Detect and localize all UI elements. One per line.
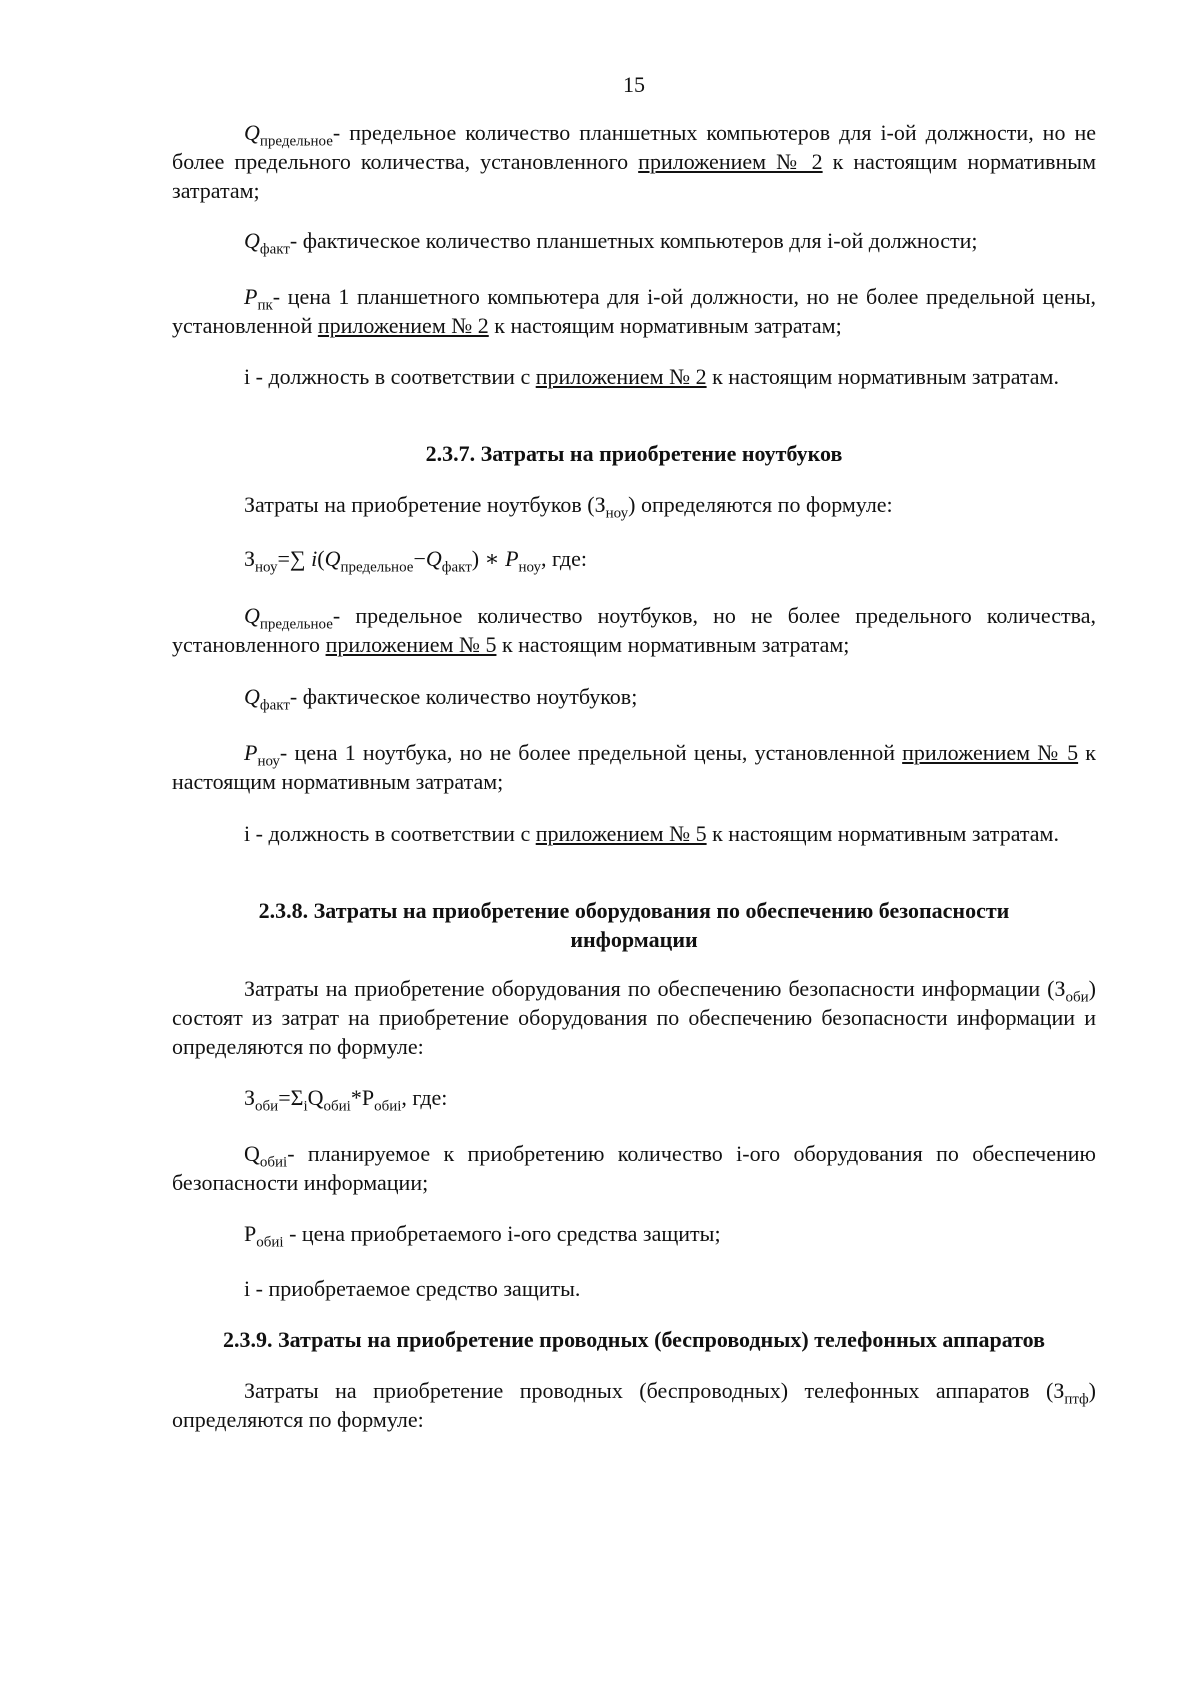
appendix-link[interactable]: приложением № 5: [535, 821, 707, 846]
appendix-link[interactable]: приложением № 2: [638, 149, 823, 174]
p-obii-definition: $P_{обиi}$ - цена приобретаемого i-ого средства защиты;: [244, 1221, 721, 1251]
laptop-intro: Затраты на приобретение ноутбуков $(З_{ноу})$ определяются по формуле:: [244, 492, 893, 522]
p-nou-definition: $P_{ноу}-$ цена 1 ноутбука, но не более предельной цены, установленной приложением № 5 к настоящим нормативным затратам;: [172, 740, 1096, 794]
section-heading-2-3-8: 2.3.8. Затраты на приобретение оборудования по обеспечению безопасности информации: [258, 898, 1010, 952]
section-heading-2-3-7: 2.3.7. Затраты на приобретение ноутбуков: [425, 441, 843, 466]
i-tablet-definition: i - должность в соответствии с приложением № 2 к настоящим нормативным затратам.: [244, 364, 1059, 389]
q-pred-laptop-definition: $Q_{предельное}-$ предельное количество ноутбуков, но не более предельного количества, установленного приложением № 5 к настоящим нормативным затратам;: [172, 603, 1096, 657]
security-intro: Затраты на приобретение оборудования по обеспечению безопасности информации $(З_{оби})$ состоят из затрат на приобретение оборудования по обеспечению безопасности информации и определяются по формуле:: [172, 976, 1096, 1059]
laptop-formula: $З_{ноу}=\sum$ $i(Q_{предельное}-Q_{факт})$ ∗ $P_{ноу}$, где:: [244, 546, 587, 576]
appendix-link[interactable]: приложением № 5: [902, 740, 1079, 765]
q-fakt-laptop-definition: $Q_{факт}-$ фактическое количество ноутбуков;: [244, 684, 638, 714]
security-formula: $З_{оби}=\Sigma_iQ_{обиi}*P_{обиi}$, где:: [244, 1085, 448, 1115]
i-laptop-definition: i - должность в соответствии с приложением № 5 к настоящим нормативным затратам.: [244, 821, 1059, 846]
section-heading-2-3-9: 2.3.9. Затраты на приобретение проводных (беспроводных) телефонных аппаратов: [222, 1327, 1046, 1352]
i-security-definition: i - приобретаемое средство защиты.: [244, 1276, 581, 1301]
q-obii-definition: $Q_{обиi}-$ планируемое к приобретению количество i-ого оборудования по обеспечению безопасности информации;: [172, 1141, 1096, 1195]
page-number: 15: [623, 72, 645, 97]
appendix-link[interactable]: приложением № 2: [317, 313, 489, 338]
appendix-link[interactable]: приложением № 2: [535, 364, 707, 389]
phone-intro: Затраты на приобретение проводных (беспроводных) телефонных аппаратов $(З_{птф})$ определяются по формуле:: [172, 1378, 1096, 1432]
p-pk-definition: $P_{пк}-$ цена 1 планшетного компьютера для i-ой должности, но не более предельной цены, установленной приложением № 2 к настоящим нормативным затратам;: [172, 284, 1096, 338]
appendix-link[interactable]: приложением № 5: [325, 632, 497, 657]
q-fakt-tablet-definition: $Q_{факт}-$ фактическое количество планшетных компьютеров для i-ой должности;: [244, 228, 978, 258]
q-pred-tablet-definition: $Q_{предельное}-$ предельное количество планшетных компьютеров для i-ой должности, но не более предельного количества, установленного приложением № 2 к настоящим нормативным затратам;: [172, 120, 1097, 203]
